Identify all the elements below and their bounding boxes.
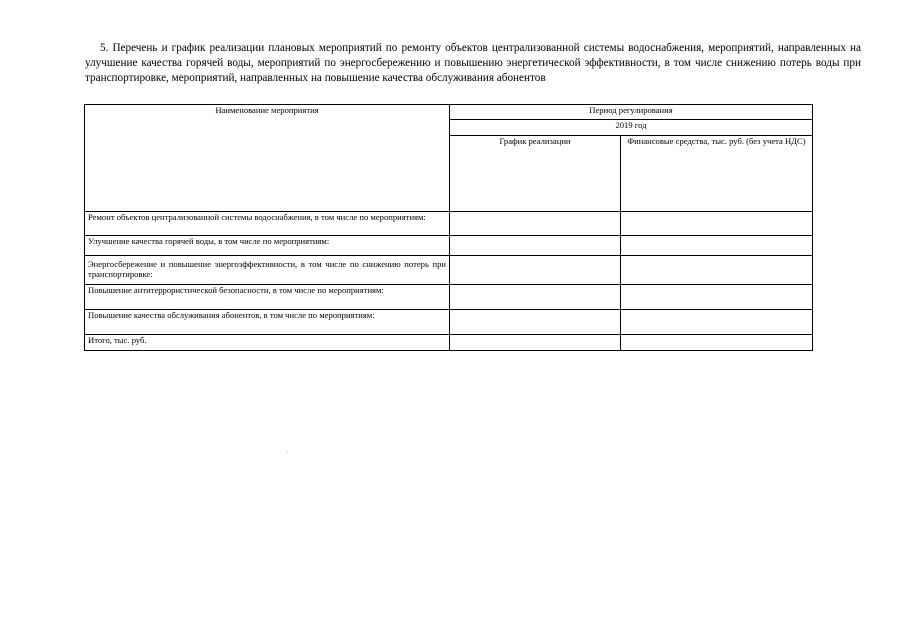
row-label: Повышение антитеррористической безопасности, в том числе по мероприятиям: xyxy=(85,285,450,310)
finance-cell xyxy=(621,236,813,256)
table-row xyxy=(85,285,813,310)
year-header: 2019 год xyxy=(450,120,813,135)
row-label: Улучшение качества горячей воды, в том числе по мероприятиям: xyxy=(85,236,450,256)
schedule-header: График реализации xyxy=(450,135,621,211)
activity-name-header: Наименование мероприятия xyxy=(85,105,450,212)
scan-speck xyxy=(287,452,288,453)
table-row xyxy=(85,236,813,256)
row-label: Повышение качества обслуживания абонентов, в том числе по мероприятиям: xyxy=(85,310,450,335)
row-label: Ремонт объектов централизованной системы водоснабжения, в том числе по мероприятиям: xyxy=(85,212,450,236)
schedule-cell xyxy=(450,256,621,285)
section-heading: 5. Перечень и график реализации плановых мероприятий по ремонту объектов централизованной системы водоснабжения, мероприятий, направленных на улучшение качества горячей воды, мероприятий по энергосбережению и повышению энергетической эффективности, в том числе снижению потерь воды при транспортировке, мероприятий, направленных на повышение качества обслуживания абонентов xyxy=(85,42,861,84)
table-row xyxy=(85,212,813,236)
schedule-cell xyxy=(450,236,621,256)
table-row xyxy=(85,335,813,351)
finance-cell xyxy=(621,285,813,310)
finance-cell xyxy=(621,335,813,351)
activities-table xyxy=(84,104,813,351)
finance-header: Финансовые средства, тыс. руб. (без учета НДС) xyxy=(621,135,813,211)
schedule-cell xyxy=(450,310,621,335)
schedule-cell xyxy=(450,335,621,351)
row-label: Энергосбережение и повышение энергоэффективности, в том числе по снижению потерь при транспортировке: xyxy=(85,256,450,285)
total-row-label: Итого, тыс. руб. xyxy=(85,335,450,351)
regulation-period-header: Период регулирования xyxy=(450,105,813,120)
table-row xyxy=(85,256,813,285)
table-row xyxy=(85,310,813,335)
schedule-cell xyxy=(450,212,621,236)
schedule-cell xyxy=(450,285,621,310)
finance-cell xyxy=(621,310,813,335)
finance-cell xyxy=(621,212,813,236)
finance-cell xyxy=(621,256,813,285)
